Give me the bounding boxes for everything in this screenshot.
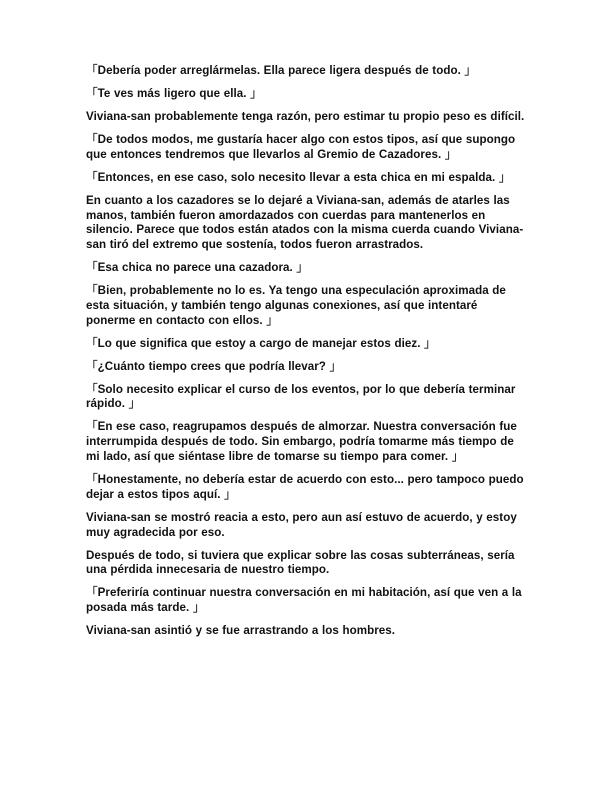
dialogue-paragraph: 「¿Cuánto tiempo crees que podría llevar? 」 xyxy=(86,359,342,373)
dialogue-paragraph: 「De todos modos, me gustaría hacer algo con estos tipos, así que supongo que entonces tendremos que llevarlos al Gremio de Cazadores. 」 xyxy=(86,132,516,161)
narration-paragraph: Viviana-san asintió y se fue arrastrando a los hombres. xyxy=(86,624,396,638)
dialogue-paragraph: 「En ese caso, reagrupamos después de almorzar. Nuestra conversación fue interrumpida después de todo. Sin embargo, podría tomarme más tiempo de mi lado, así que siéntase libre de tomarse su tiempo para comer. 」 xyxy=(86,420,517,463)
dialogue-paragraph: 「Te ves más ligero que ella. 」 xyxy=(86,86,262,100)
dialogue-paragraph: 「Honestamente, no debería estar de acuerdo con esto... pero tampoco puedo dejar a estos tipos aquí. 」 xyxy=(86,472,524,501)
narration-paragraph: Viviana-san probablemente tenga razón, pero estimar tu propio peso es difícil. xyxy=(86,109,525,123)
narration-paragraph: En cuanto a los cazadores se lo dejaré a Viviana-san, además de atarles las manos, también fueron amordazados con cuerdas para mantenerlos en silencio. Parece que todos están atados con la misma cuerda cuando Viviana-san tiró del extremo que sostenía, todos fueron arrastrados. xyxy=(86,193,524,252)
narration-paragraph: Después de todo, si tuviera que explicar sobre las cosas subterráneas, sería una pérdida innecesaria de nuestro tiempo. xyxy=(86,548,515,577)
narration-paragraph: Viviana-san se mostró reacia a esto, pero aun así estuvo de acuerdo, y estoy muy agradecida por eso. xyxy=(86,510,517,539)
dialogue-paragraph: 「Entonces, en ese caso, solo necesito llevar a esta chica en mi espalda. 」 xyxy=(86,170,511,184)
dialogue-paragraph: 「Esa chica no parece una cazadora. 」 xyxy=(86,261,309,275)
dialogue-paragraph: 「Debería poder arreglármelas. Ella parece ligera después de todo. 」 xyxy=(86,64,477,77)
dialogue-paragraph: 「Solo necesito explicar el curso de los eventos, por lo que debería terminar rápido. 」 xyxy=(86,382,516,411)
dialogue-paragraph: 「Lo que significa que estoy a cargo de manejar estos diez. 」 xyxy=(86,336,436,350)
dialogue-paragraph: 「Preferiría continuar nuestra conversación en mi habitación, así que ven a la posada más tarde. 」 xyxy=(86,586,522,615)
dialogue-paragraph: 「Bien, probablemente no lo es. Ya tengo una especulación aproximada de esta situación, y también tengo algunas conexiones, así que intentaré ponerme en contacto con ellos. 」 xyxy=(86,284,506,327)
